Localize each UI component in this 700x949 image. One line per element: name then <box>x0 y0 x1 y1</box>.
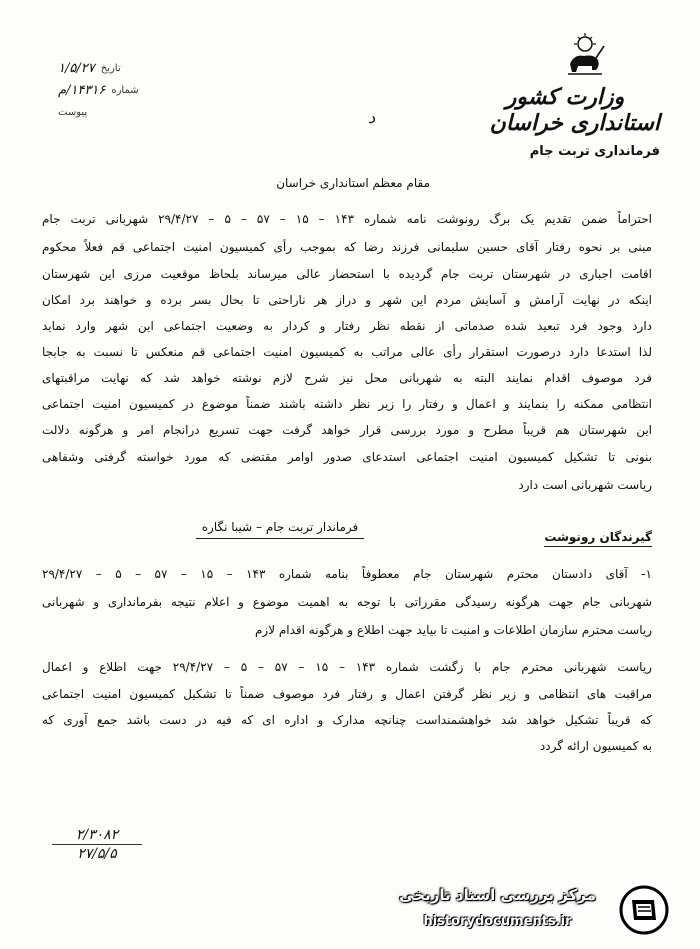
body-line: فرد موصوف اقدام نمایند البته به شهربانی محل نیز شرح لازم نوشته خواهد شد که نهایت مراقبتهای <box>42 371 652 385</box>
copies-heading <box>542 530 652 544</box>
number-label: شماره <box>111 85 139 96</box>
signature-block <box>130 520 430 539</box>
governorate-name: فرمانداری تربت جام <box>529 144 660 159</box>
handwritten-mark: د <box>368 108 376 127</box>
body-line: این شهرستان هم قریباً مطرح و مورد بررسی قرار خواهد گرفت جهت تسریع درانجام امر و هرگونه دلالت <box>42 423 652 437</box>
copy-line: مراقبت های انتظامی و زیر نظر گرفتن اعمال و رفتار فرد موصوف ضمناً تا تشکیل کمیسیون امنیت اجتماعی <box>42 687 652 701</box>
copies-heading-text: گیرندگان رونوشت <box>544 530 652 547</box>
attachment-label: پیوست <box>58 107 88 118</box>
handwritten-archive-number <box>52 826 142 863</box>
body-line: اقامت اجباری در شهرستان تربت جام گردیده با استحضار عالی میرساند بلحاظ موقعیت مرزی این شهرستان <box>42 267 652 281</box>
copy-line: ریاست محترم سازمان اطلاعات و امنیت تا بیاید جهت اطلاع و هرگونه اقدام لازم <box>254 623 652 637</box>
watermark <box>380 876 680 946</box>
number-row <box>58 80 178 102</box>
number-value: ۱۴۳۱۶/م <box>58 83 106 98</box>
copy-line: که قریباً تشکیل خواهد شد خواهشمنداست چنانچه مدارک و اداره ای که فیه در دست باشد جمع آوری که <box>42 713 652 727</box>
date-label: تاریخ <box>100 63 121 74</box>
body-line: احتراماً ضمن تقدیم یک برگ رونوشت نامه شماره ۱۴۳ – ۱۵ – ۵۷ – ۵ – ۲۹/۴/۲۷ شهربانی تربت جام <box>42 212 652 226</box>
copy-line: ریاست شهربانی محترم جام با زگشت شماره ۱۴۳ – ۱۵ – ۵۷ – ۵ – ۲۹/۴/۲۷ جهت اطلاع و اعمال <box>42 660 652 674</box>
watermark-name: مرکز بررسی اسناد تاریخی <box>399 886 596 904</box>
body-line: لذا استدعا دارد درصورت استقرار رأی عالی مراتب به کمیسیون امنیت اجتماعی قم منعکس تا نسبت به جابجا <box>42 345 652 359</box>
body-line: دارد وجود فرد تبعید شده صدماتی از نقطه نظر رفتار و کردار به وضعیت اجتماعی این شهر وارد نماید <box>42 319 652 333</box>
copy-line: به کمیسیون ارائه گردد <box>539 739 652 753</box>
archive-logo-icon <box>618 884 670 936</box>
date-value: ۱/۵/۲۷ <box>58 61 95 76</box>
document-meta <box>58 58 178 124</box>
body-line: ریاست شهربانی است دارد <box>518 478 652 492</box>
letterhead <box>470 84 660 159</box>
archive-date: ۲۷/۵/۵ <box>52 844 142 863</box>
ministry-name: وزارت کشور <box>505 84 625 110</box>
signature-text: فرماندار تربت جام – شیبا نگاره <box>196 520 365 539</box>
lion-and-sun-emblem-icon <box>560 30 610 80</box>
copy-line: شهربانی جام جهت هرگونه رسیدگی مقرراتی با توجه به اهمیت موضوع و اعلام نتیجه بفرمانداری و شهربانی <box>42 595 652 609</box>
copy-line: ۱- آقای دادستان محترم شهرستان جام معطوفاً بنامه شماره ۱۴۳ – ۱۵ – ۵۷ – ۵ – ۲۹/۴/۲۷ <box>42 567 652 581</box>
date-row <box>58 58 178 80</box>
archive-number: ۲/۳۰۸۲ <box>75 827 119 843</box>
body-line: مبنی بر نحوه رفتار آقای حسین سلیمانی فرزند رضا که بموجب رأی کمیسیون امنیت اجتماعی قم فعلاً محکوم <box>42 240 652 254</box>
body-line: بنونی تا تشکیل کمیسیون امنیت اجتماعی استدعای صدور اوامر مقتضی که مورد خواسته گرفتی وشفاهی <box>42 450 652 464</box>
body-line: اینکه در نهایت آرامش و آسایش مردم این شهر و دراز هر ناراحتی تا بحال بسر برده و خواهند برد امکان <box>42 293 652 307</box>
attachment-row <box>58 102 178 124</box>
watermark-site: historydocuments.ir <box>423 914 572 929</box>
body-line: انتظامی ممکنه را بنمایند و اعمال و رفتار را زیر نظر داشته باشند ضمناً موضوع در کمیسیون امنیت اجتماعی <box>42 397 652 411</box>
recipient: مقام معظم استانداری خراسان <box>276 176 430 190</box>
province-name: استانداری خراسان <box>489 110 660 136</box>
